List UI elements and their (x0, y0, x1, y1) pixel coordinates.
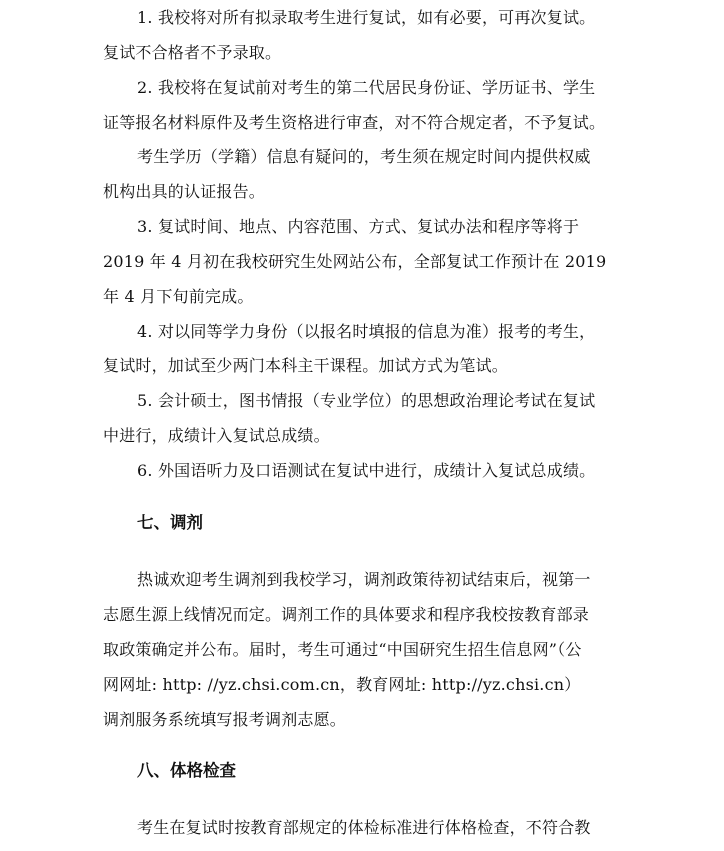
item-2-line-1: 2. 我校将在复试前对考生的第二代居民身份证、学历证书、学生 (137, 78, 596, 97)
section-7-heading: 七、调剂 (137, 513, 203, 532)
section-7-line-2: 志愿生源上线情况而定。调剂工作的具体要求和程序我校按教育部录 (103, 605, 590, 624)
item-3-line-3: 年 4 月下旬前完成。 (103, 287, 254, 306)
item-5-line-1: 5. 会计硕士，图书情报（专业学位）的思想政治理论考试在复试 (137, 391, 596, 410)
item-6-line-1: 6. 外国语听力及口语测试在复试中进行，成绩计入复试总成绩。 (137, 461, 596, 480)
item-2-line-2: 证等报名材料原件及考生资格进行审查，对不符合规定者，不予复试。 (103, 113, 606, 132)
section-8-line-1: 考生在复试时按教育部规定的体检标准进行体格检查，不符合教 (137, 818, 591, 837)
item-1-line-2: 复试不合格者不予录取。 (103, 43, 282, 62)
item-3-line-1: 3. 复试时间、地点、内容范围、方式、复试办法和程序等将于 (137, 217, 580, 236)
section-7-line-1: 热诚欢迎考生调剂到我校学习，调剂政策待初试结束后，视第一 (137, 570, 591, 589)
section-8-heading: 八、体格检查 (137, 761, 236, 780)
item-3-line-2: 2019 年 4 月初在我校研究生处网站公布，全部复试工作预计在 2019 (103, 252, 607, 271)
credential-note-line-2: 机构出具的认证报告。 (103, 182, 266, 201)
credential-note-line-1: 考生学历（学籍）信息有疑问的，考生须在规定时间内提供权威 (137, 147, 591, 166)
section-7-line-4: 网网址: http: //yz.chsi.com.cn，教育网址: http://yz.chsi.cn） (103, 675, 581, 694)
item-5-line-2: 中进行，成绩计入复试总成绩。 (103, 426, 330, 445)
item-1-line-1: 1. 我校将对所有拟录取考生进行复试，如有必要，可再次复试。 (137, 8, 596, 27)
section-7-line-5: 调剂服务系统填写报考调剂志愿。 (103, 710, 347, 729)
item-4-line-2: 复试时，加试至少两门本科主干课程。加试方式为笔试。 (103, 356, 509, 375)
section-7-line-3: 取政策确定并公布。届时，考生可通过“中国研究生招生信息网”（公 (103, 640, 582, 659)
item-4-line-1: 4. 对以同等学力身份（以报名时填报的信息为准）报考的考生， (137, 322, 596, 341)
